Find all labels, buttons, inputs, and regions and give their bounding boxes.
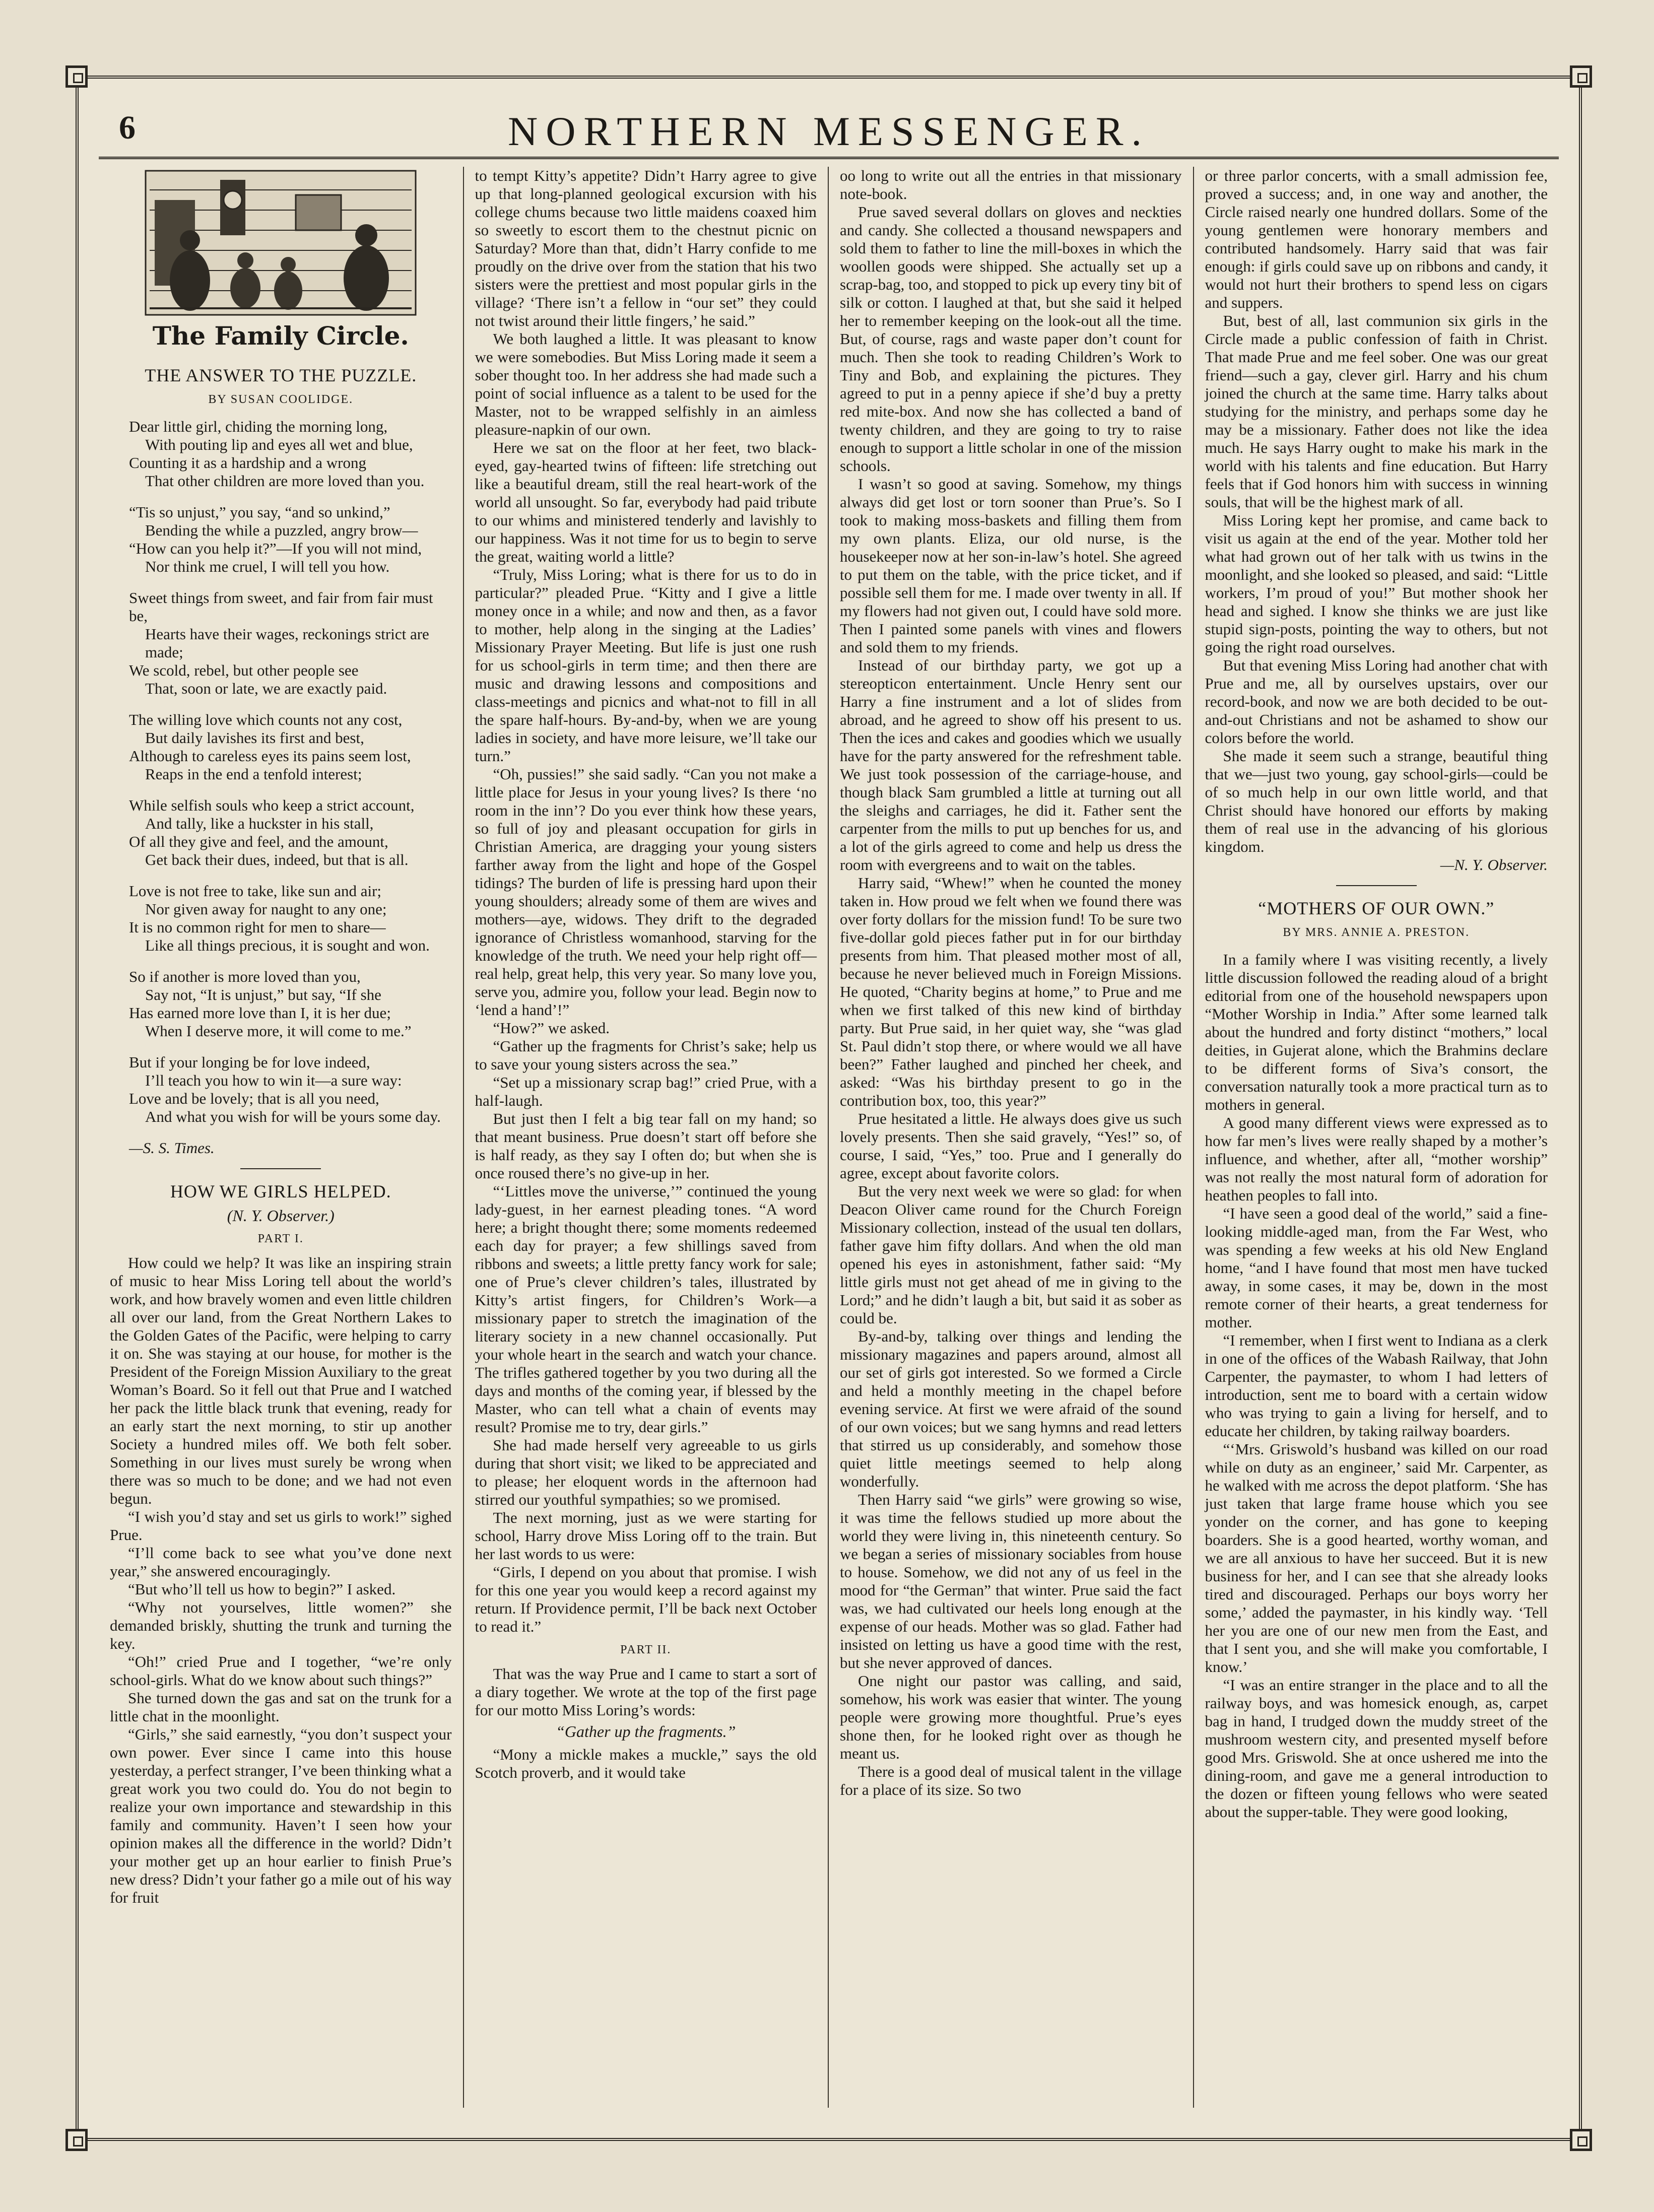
paragraph: “Oh, pussies!” she said sadly. “Can you not make a little place for Jesus in your young lives? Is there ‘no room in the inn’? Do you ever think how these years, so full of joy and pleasant occupation for girls in Christian America, are dragging your young sisters farther away from the light and hope of the Gospel tidings? The burden of life is pressing hard upon their young shoulders; already some of them are wives and mothers—aye, widows. They drift to the degraded ignorance of Christless womanhood, starving for the knowledge of the truth. We need your help right off—real help, great help, this very year. So many love you, serve you, admire you, follow your lead. Begin now to ‘lend a hand’!”: [475, 765, 817, 1019]
poem-line: Bending the while a puzzled, angry brow—: [145, 521, 418, 539]
page-header: [99, 99, 1559, 159]
poem-line: We scold, rebel, but other people see: [129, 661, 359, 679]
paragraph: Prue saved several dollars on gloves and neckties and candy. She collected a thousand newspapers and sold them to father to line the mill-boxes in which the woollen goods were shipped. She actually set up a scrap-bag, too, and stopped to pick up every tiny bit of silk or cotton. I laughed at that, but she said it helped her to remember keeping on the look-out all the time. But, of course, rags and waste paper don’t count for much. Then she took to reading Children’s Work to Tiny and Bob, and explaining the pictures. They agreed to put in a penny apiece if she’d buy a pretty red mite-box. And now she has collected a band of twenty children, and they are going to try to raise enough to support a little scholar in one of the mission schools.: [840, 203, 1182, 475]
paragraph: to tempt Kitty’s appetite? Didn’t Harry agree to give up that long-planned geological excursion with his college chums because two little maidens coaxed him so sweetly to escort them to the chestnut picnic on Saturday? More than that, didn’t Harry confide to me proudly on the drive over from the station that his two sisters were the prettiest and most popular girls in the village? ‘There isn’t a fellow in “our set” they could not twist around their little fingers,’ he said.”: [475, 167, 817, 329]
paragraph: Then Harry said “we girls” were growing so wise, it was time the fellows studied up more about the world they were living in, this nineteenth century. So we began a series of missionary sociables from house to house. Somehow, we did not any of us feel in the mood for “the German” that winter. Prue said the fact was, we had cultivated our heels long enough at the expense of our heads. Mother was so glad. Father had insisted on letting us have a good time with the rest, but she never approved of dances.: [840, 1491, 1182, 1671]
poem: [110, 418, 452, 1157]
paragraph: She had made herself very agreeable to us girls during that short visit; we liked to be appreciated and to please; her eloquent words in the afternoon had stirred our youthful sympathies; so we promised.: [475, 1436, 817, 1508]
article-title: “MOTHERS OF OUR OWN.”: [1258, 898, 1495, 918]
poem-line: But daily lavishes its first and best,: [145, 729, 364, 747]
poem-line: I’ll teach you how to win it—a sure way:: [145, 1071, 402, 1089]
part-label: PART I.: [257, 1232, 304, 1245]
story-source: (N. Y. Observer.): [227, 1206, 335, 1225]
divider: [1336, 885, 1417, 886]
poem-line: Get back their dues, indeed, but that is all.: [145, 851, 409, 868]
poem-credit: —S. S. Times.: [129, 1139, 215, 1157]
column-1: [99, 167, 464, 2108]
poem-line: And tally, like a huckster in his stall,: [145, 815, 374, 832]
paragraph: In a family where I was visiting recently, a lively little discussion followed the reading aloud of a bright editorial from one of the household newspapers upon “Mother Worship in India.” After some learned talk about the hundred and forty distinct “mothers,” local deities, in Gujerat alone, which the Brahmins declare to be different forms of Siva’s consort, the conversation naturally took a more practical turn as to mothers in general.: [1205, 951, 1548, 1113]
paragraph: The next morning, just as we were starting for school, Harry drove Miss Loring off to the train. But her last words to us were:: [475, 1509, 817, 1563]
corner-ornament: [65, 65, 88, 88]
paragraph: “Gather up the fragments for Christ’s sake; help us to save your young sisters across the sea.”: [475, 1037, 817, 1073]
divider: [240, 1168, 321, 1169]
paragraph: “How?” we asked.: [493, 1019, 610, 1037]
poem-line: “How can you help it?”—If you will not mind,: [129, 540, 422, 557]
poem-stanza: [110, 418, 452, 490]
poem-stanza: [110, 968, 452, 1040]
motto: “Gather up the fragments.”: [556, 1722, 736, 1740]
column-4: [1194, 167, 1559, 2108]
page-number: 6: [119, 109, 136, 146]
poem-line: While selfish souls who keep a strict account,: [129, 796, 415, 814]
paragraph: “I have seen a good deal of the world,” said a fine-looking middle-aged man, from the Far West, who was spending a few weeks at his old New England home, “and I have found that most men have tucked away, in some cases, it may be, down in the most remote corner of their hearts, a great tenderness for mother.: [1205, 1204, 1548, 1331]
poem-stanza: [110, 589, 452, 698]
poem-line: With pouting lip and eyes all wet and blue,: [145, 436, 413, 453]
paragraph: “Oh!” cried Prue and I together, “we’re only school-girls. What do we know about such things?”: [110, 1653, 452, 1689]
paragraph: “Girls,” she said earnestly, “you don’t suspect your own power. Ever since I came into this house yesterday, a perfect stranger, I’ve been thinking what a great work you two could do. You do not begin to realize your own importance and stewardship in this family and community. Haven’t I seen how your opinion makes all the difference in the world? Didn’t your mother get up an hour earlier to finish Prue’s new dress? Didn’t your father go a mile out of his way for fruit: [110, 1725, 452, 1906]
family-circle-engraving: [145, 170, 417, 316]
poem-title: THE ANSWER TO THE PUZZLE.: [145, 365, 417, 385]
poem-line: Sweet things from sweet, and fair from fair must be,: [129, 589, 433, 625]
poem-stanza: [110, 711, 452, 783]
masthead: NORTHERN MESSENGER.: [507, 108, 1150, 154]
paragraph: “I wish you’d stay and set us girls to work!” sighed Prue.: [110, 1508, 452, 1544]
paragraph: “I was an entire stranger in the place and to all the railway boys, and was homesick enough, as, carpet bag in hand, I trudged down the muddy street of the mushroom western city, and presented myself before good Mrs. Griswold. She at once ushered me into the dining-room, and gave me a general introduction to the dozen or fifteen young fellows who were seated about the supper-table. They were good looking,: [1205, 1676, 1548, 1821]
poem-line: When I deserve more, it will come to me.”: [145, 1022, 412, 1040]
paragraph: But the very next week we were so glad: for when Deacon Oliver came round for the Church Foreign Missionary collection, instead of the usual ten dollars, father gave him fifty dollars. And when the old man opened his eyes in astonishment, father said: “My little girls must not get ahead of me in giving to the Lord;” and he didn’t laugh a bit, but said it as sober as could be.: [840, 1182, 1182, 1327]
poem-line: Say not, “It is unjust,” but say, “If she: [145, 986, 381, 1003]
poem-stanza: [110, 882, 452, 955]
column-2: [464, 167, 829, 2108]
poem-line: But if your longing be for love indeed,: [129, 1053, 370, 1071]
paragraph: She made it seem such a strange, beautiful thing that we—just two young, gay school-girls—could be of so much help in our own little world, and that Christ should have honored our efforts by making them of real use in the advancing of his glorious kingdom.: [1205, 747, 1548, 855]
poem-byline: BY SUSAN COOLIDGE.: [208, 393, 354, 406]
paragraph: Prue hesitated a little. He always does give us such lovely presents. Then she said gravely, “Yes!” so, of course, I said, “Yes,” too. Prue and I generally do agree, except about favorite colors.: [840, 1110, 1182, 1182]
paragraph: Miss Loring kept her promise, and came back to visit us again at the end of the year. Mother told her what had grown out of her talk with us twins in the moonlight, and she looked so pleased, and said: “Little workers, I’m proud of you!” But mother shook her head and sighed. I know she thinks we are just like stupid sign-posts, pointing the way to others, but not going the right road ourselves.: [1205, 511, 1548, 656]
poem-line: Has earned more love than I, it is her due;: [129, 1004, 391, 1022]
paragraph: “Girls, I depend on you about that promise. I wish for this one year you would keep a record against my return. If Providence permit, I’ll be back next October to read it.”: [475, 1563, 817, 1635]
poem-line: Love is not free to take, like sun and air;: [129, 882, 382, 900]
part-label: PART II.: [620, 1643, 672, 1656]
poem-line: That other children are more loved than you.: [145, 472, 425, 490]
column-3: [829, 167, 1194, 2108]
poem-line: That, soon or late, we are exactly paid.: [145, 680, 387, 697]
poem-line: So if another is more loved than you,: [129, 968, 361, 985]
paragraph: That was the way Prue and I came to start a sort of a diary together. We wrote at the top of the first page for our motto Miss Loring’s words:: [475, 1665, 817, 1719]
newspaper-page: [76, 76, 1582, 2141]
poem-stanza: [110, 796, 452, 869]
paragraph: “But who’ll tell us how to begin?” I asked.: [128, 1580, 396, 1598]
poem-line: Dear little girl, chiding the morning long,: [129, 418, 388, 435]
poem-stanza: [110, 503, 452, 576]
poem-line: “Tis so unjust,” you say, “and so unkind,”: [129, 503, 390, 521]
poem-line: Although to careless eyes its pains seem lost,: [129, 747, 411, 765]
paragraph: But just then I felt a big tear fall on my hand; so that meant business. Prue doesn’t start off before she is half ready, as they say I often do; but when she is once roused there’s no give-up in her.: [475, 1110, 817, 1182]
poem-line: Of all they give and feel, and the amount,: [129, 833, 388, 850]
article-byline: BY MRS. ANNIE A. PRESTON.: [1283, 926, 1470, 939]
paragraph: Instead of our birthday party, we got up a stereopticon entertainment. Uncle Henry sent our Harry a fine instrument and a lot of slides from abroad, and he agreed to show off his present to us. Then the ices and cakes and goodies which we usually have for the party answered for the refreshment table. We just took possession of the carriage-house, and though black Sam grumbled a little at turning out all the sleighs and carriages, he did it. Father sent the carpenter from the mills to put up benches for us, and a lot of the girls agreed to come and help us dress the room with evergreens and to wait on the tables.: [840, 656, 1182, 874]
paragraph: Harry said, “Whew!” when he counted the money taken in. How proud we felt when we found there was over forty dollars for the mission fund! To be sure two five-dollar gold pieces father put in for our birthday presents from him. That pleased mother most of all, because he never believed much in Foreign Missions. He quoted, “Charity begins at home,” to Prue and me when we first talked of this new kind of birthday party. But Prue said, in her quiet way, she “was glad St. Paul didn’t stop there, or where would we all have been?” Father laughed and pinched her cheek, and asked: “Was his birthday present to go in the contribution box, too, this year?”: [840, 874, 1182, 1109]
paragraph: A good many different views were expressed as to how far men’s lives were really shaped by a mother’s influence, and whether, after all, “mother worship” was not really the most natural form of adoration for heathen peoples to fall into.: [1205, 1114, 1548, 1204]
poem-line: Love and be lovely; that is all you need,: [129, 1090, 379, 1107]
paragraph: “Mony a mickle makes a muckle,” says the old Scotch proverb, and it would take: [475, 1746, 817, 1781]
paragraph: “Set up a missionary scrap bag!” cried Prue, with a half-laugh.: [475, 1074, 817, 1109]
poem-stanza: [110, 1053, 452, 1126]
paragraph: “I’ll come back to see what you’ve done next year,” she answered encouragingly.: [110, 1544, 452, 1580]
corner-ornament: [65, 2129, 88, 2151]
story-source: —N. Y. Observer.: [1440, 856, 1548, 874]
corner-ornament: [1570, 65, 1592, 88]
paragraph: “I remember, when I first went to Indiana as a clerk in one of the offices of the Wabash Railway, that John Carpenter, the paymaster, to whom I had letters of introduction, sent me to board with a certain widow who was trying to gain a living for herself, and to educate her children, by taking railway boarders.: [1205, 1331, 1548, 1440]
paragraph: “‘Littles move the universe,’” continued the young lady-guest, in her earnest pleading tones. “A word here; a bright thought there; some moments redeemed each day for prayer; a few shillings saved from ribbons and sweets; a little pretty fancy work for sale; one of Prue’s clever children’s tales, illustrated by Kitty’s artist fingers, for Children’s Work—a missionary paper to stretch the imagination of the literary society in a new channel occasionally. Put your whole heart in the search and watch your chance. The trifles gathered together by you two during all the days and months of the coming year, if blessed by the Master, who can tell what a chain of events may result? Promise me to try, dear girls.”: [475, 1182, 817, 1436]
paragraph: She turned down the gas and sat on the trunk for a little chat in the moonlight.: [110, 1689, 452, 1725]
paragraph: But, best of all, last communion six girls in the Circle made a public confession of faith in Christ. That made Prue and me feel sober. One was our great friend—such a gay, clever girl. Harry and his chum joined the church at the same time. Harry talks about studying for the ministry, and perhaps some day he may be a missionary. Father does not like the idea much. He says Harry ought to make his mark in the world with his talents and fine education. But Harry feels that if God honors him with success in winning souls, that will be the highest mark of all.: [1205, 312, 1548, 511]
paragraph: How could we help? It was like an inspiring strain of music to hear Miss Loring tell about the world’s work, and how bravely women and even little children all over our land, from the Great Northern Lakes to the Golden Gates of the Pacific, were helping to carry it on. She was staying at our house, for mother is the President of the Foreign Mission Auxiliary to the great Woman’s Board. So it fell out that Prue and I watched her pack the little black trunk that evening, ready for an early start the next morning, to stir up another Society a hundred miles off. We both felt sober. Something in our lives must surely be wrong when there was so much to be done; and we had not even begun.: [110, 1254, 452, 1507]
story-title: HOW WE GIRLS HELPED.: [170, 1181, 391, 1201]
paragraph: We both laughed a little. It was pleasant to know we were somebodies. But Miss Loring made it seem a sober thought too. In her address she had made such a point of social influence as a talent to be used for the Master, not to be wrapped selfishly in an aimless pleasure-napkin of our own.: [475, 330, 817, 438]
paragraph: “‘Mrs. Griswold’s husband was killed on our road while on duty as an engineer,’ said Mr. Carpenter, as he walked with me across the depot platform. ‘She has just taken that large frame house which you see yonder on the corner, and has gone to keeping boarders. She is a good hearted, worthy woman, and we are all anxious to have her succeed. But it is new business for her, and I can see that she already looks tired and discouraged. Perhaps our boys worry her some,’ added the paymaster, in his kindly way. ‘Tell her you are one of our new men from the East, and that I sent you, and she will make you comfortable, I know.’: [1205, 1440, 1548, 1675]
paragraph: One night our pastor was calling, and said, somehow, his work was easier that winter. The young people were growing more thoughtful. Prue’s eyes shone then, for he looked right over as though he meant us.: [840, 1672, 1182, 1762]
paragraph: or three parlor concerts, with a small admission fee, proved a success; and, in one way and another, the Circle raised nearly one hundred dollars. Some of the young gentlemen were honorary members and contributed handsomely. Harry said that was fair enough: if girls could save up on ribbons and candy, it would not hurt their brothers to spend less on cigars and suppers.: [1205, 167, 1548, 311]
paragraph: “Why not yourselves, little women?” she demanded briskly, shutting the trunk and turning the key.: [110, 1598, 452, 1652]
poem-line: Like all things precious, it is sought and won.: [145, 936, 430, 954]
columns: [99, 167, 1559, 2108]
paragraph: But that evening Miss Loring had another chat with Prue and me, all by ourselves upstairs, over our record-book, and now we are both decided to be out-and-out Christians and not be ashamed to show our colors before the world.: [1205, 656, 1548, 747]
poem-line: Counting it as a hardship and a wrong: [129, 454, 366, 472]
paragraph: Here we sat on the floor at her feet, two black-eyed, gay-hearted twins of fifteen: life stretching out like a beautiful dream, still the real heart-work of the world all unsought. So far, everybody had paid tribute to our whims and ministered tenderly and lavishly to our happiness. Was it not time for us to begin to serve the great, waiting world a little?: [475, 439, 817, 565]
poem-line: Nor given away for naught to any one;: [145, 900, 387, 918]
poem-line: Reaps in the end a tenfold interest;: [145, 765, 362, 783]
paragraph: I wasn’t so good at saving. Somehow, my things always did get lost or torn sooner than Prue’s. So I took to making moss-baskets and filling them from my own plants. Eliza, our old nurse, is the housekeeper now at her son-in-law’s hotel. She agreed to put them on the table, with the price ticket, and if possible sell them for me. I made over twenty in all. If my flowers had not given out, I could have sold more. Then I painted some panels with vines and flowers and sold them to my friends.: [840, 475, 1182, 656]
paragraph: oo long to write out all the entries in that missionary note-book.: [840, 167, 1182, 203]
poem-line: Hearts have their wages, reckonings strict are made;: [145, 625, 429, 661]
paragraph: There is a good deal of musical talent in the village for a place of its size. So two: [840, 1763, 1182, 1798]
paragraph: By-and-by, talking over things and lending the missionary magazines and papers around, almost all our set of girls got interested. So we formed a Circle and held a monthly meeting in the chapel before evening service. At first we were afraid of the sound of our own voices; but we sang hymns and read letters that stirred us up considerably, and somehow those quiet little meetings seemed to help along wonderfully.: [840, 1327, 1182, 1490]
poem-line: Nor think me cruel, I will tell you how.: [145, 558, 390, 575]
poem-line: It is no common right for men to share—: [129, 918, 386, 936]
poem-line: The willing love which counts not any cost,: [129, 711, 403, 728]
poem-line: And what you wish for will be yours some day.: [145, 1108, 441, 1125]
paragraph: “Truly, Miss Loring; what is there for us to do in particular?” pleaded Prue. “Kitty and I give a little money once in a while; and now and then, as a favor to mother, help along in the singing at the Ladies’ Missionary Prayer Meeting. But life is just one rush for us school-girls in term time; and then there are music and drawing lessons and compositions and class-meetings and picnics and what-not to fill in all the spare half-hours. By-and-by, when we are young ladies in society, and have more leisure, we’ll take our turn.”: [475, 566, 817, 765]
section-title: The Family Circle.: [152, 321, 409, 351]
corner-ornament: [1570, 2129, 1592, 2151]
